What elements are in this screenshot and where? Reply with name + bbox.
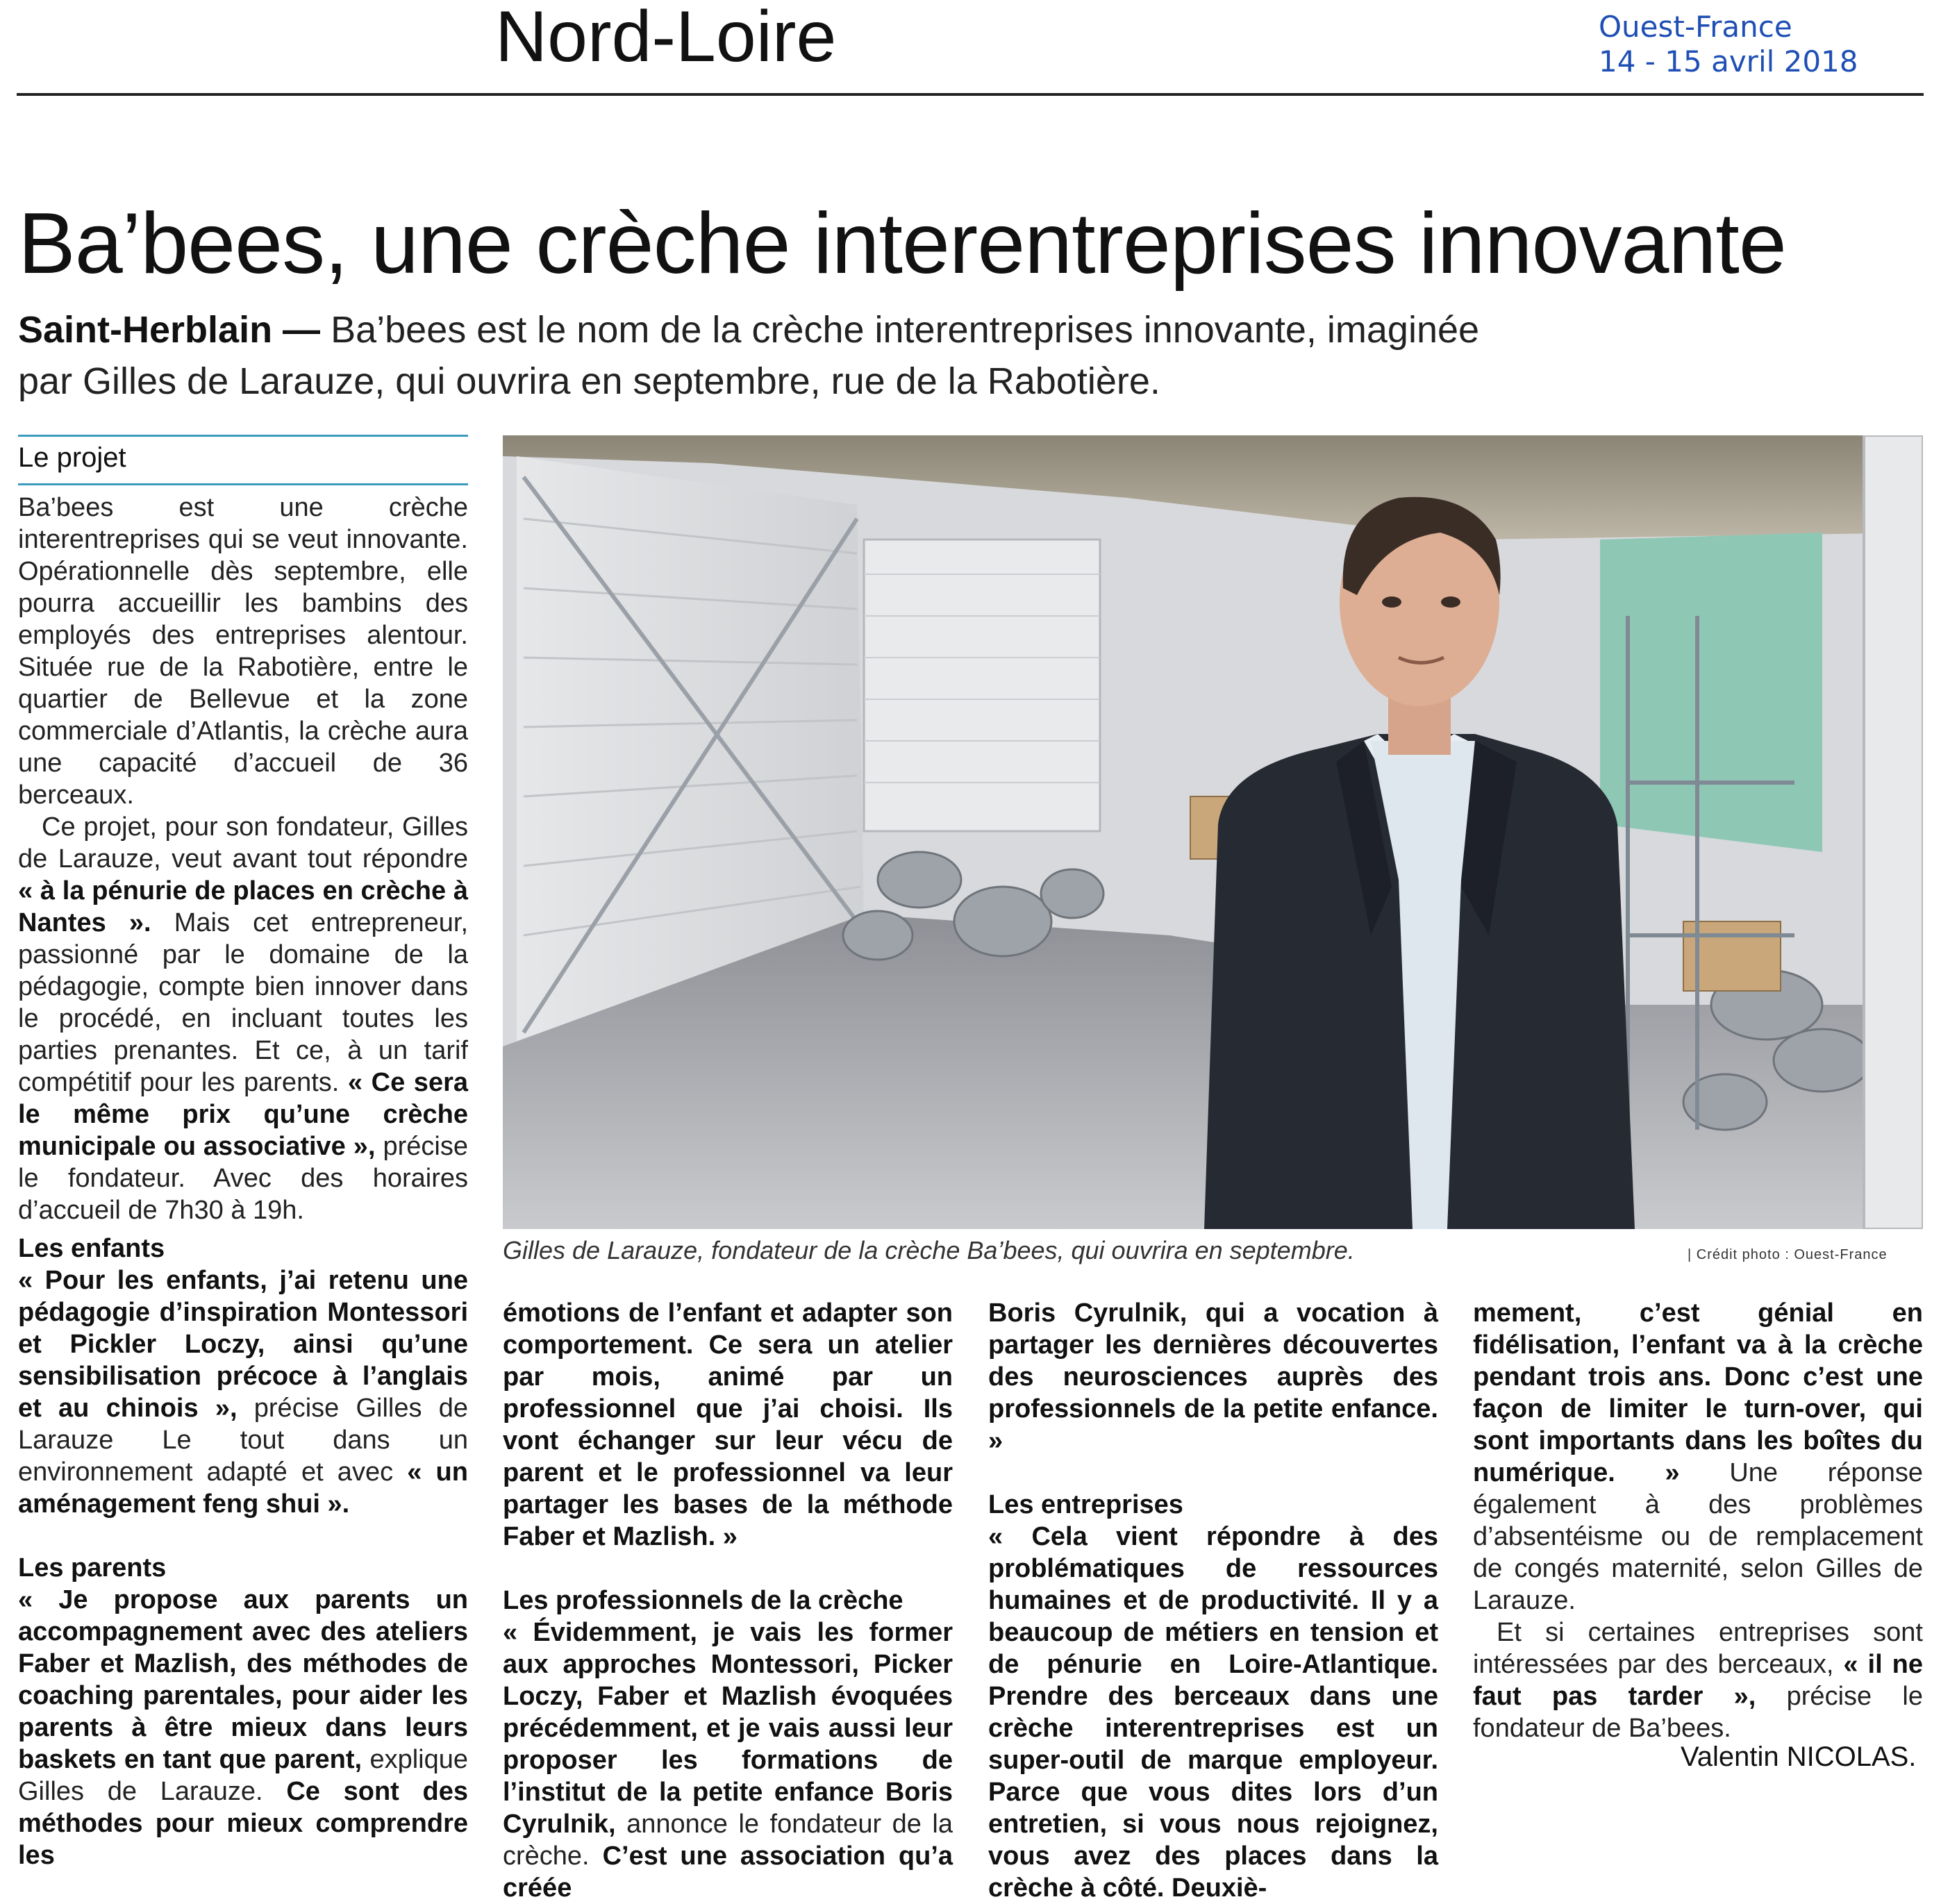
- quote: « Ce sera le même prix qu’une crèche municipale ou associative »,: [18, 1068, 468, 1161]
- text: précise le fondateur. Avec des horaires d’accueil de 7h30 à 19h.: [18, 1132, 468, 1225]
- text: Une réponse également à des problèmes d’absentéisme ou de remplacement de congés maternité, selon Gilles de Larauze.: [1473, 1458, 1924, 1615]
- dateline: Saint-Herblain —: [18, 309, 321, 351]
- quote: « à la pénurie de places en crèche à Nantes ».: [18, 876, 468, 937]
- text: annonce le fondateur de la crèche.: [503, 1810, 953, 1871]
- quote: « Je propose aux parents un accompagnement avec des ateliers Faber et Mazlish, des méthodes de coaching parentales, pour aider les parents à être mieux dans leurs baskets en tant que parent,: [18, 1585, 468, 1774]
- text: précise Gilles de Larauze Le tout dans un environnement adapté et avec: [18, 1394, 468, 1487]
- header-rule: [17, 93, 1924, 96]
- text: Et si certaines entreprises sont intéressées par des berceaux,: [1473, 1618, 1923, 1679]
- subhead-enfants: Les enfants: [18, 1234, 165, 1263]
- box-rule-bottom: [18, 483, 468, 485]
- lede: [18, 304, 1511, 407]
- subhead-parents: Les parents: [18, 1553, 167, 1583]
- paragraph: [1473, 1617, 1923, 1744]
- publication-info: [1599, 10, 1858, 79]
- text: explique Gilles de Larauze.: [18, 1745, 469, 1806]
- column-4: [1473, 1297, 1923, 1744]
- quote: « un aménagement feng shui ».: [18, 1458, 468, 1519]
- column-3: [988, 1297, 1438, 1904]
- column-1-lower: [18, 1233, 468, 1871]
- paragraph: [988, 1521, 1438, 1904]
- quote-continued: émotions de l’enfant et adapter son comportement. Ce sera un atelier par mois, animé par un professionnel que j’ai choisi. Ils vont échanger sur leur vécu de parent et le professionnel va leur partager les bases de la méthode Faber et Mazlish. »: [503, 1298, 953, 1551]
- quote: C’est une association qu’a créée: [503, 1842, 953, 1903]
- paper-name: Ouest-France: [1599, 10, 1792, 44]
- photo-illustration: [503, 435, 1923, 1229]
- quote: « Évidemment, je vais les former aux approches Montessori, Picker Loczy, Faber et Mazlish évoquées précédemment, et je vais aussi leur proposer les formations de l’institut de la petite enfance Boris Cyrulnik,: [503, 1618, 953, 1839]
- quote: Ce sont des méthodes pour mieux comprendre les: [18, 1777, 468, 1870]
- quote: « Pour les enfants, j’ai retenu une pédagogie d’inspiration Montessori et Pickler Loczy, ainsi qu’une sensibilisation précoce à l’anglais et au chinois »,: [18, 1266, 468, 1423]
- box-title: Le projet: [18, 442, 126, 473]
- box-rule-top: [18, 435, 468, 437]
- text: Ce projet, pour son fondateur, Gilles de Larauze, veut avant tout répondre: [18, 812, 468, 874]
- issue-date: 14 - 15 avril 2018: [1599, 44, 1858, 78]
- paragraph: [503, 1297, 953, 1553]
- lede-text: Ba’bees est le nom de la crèche interentreprises innovante, imaginée par Gilles de Larauze, qui ouvrira en septembre, rue de la Rabotière.: [18, 309, 1480, 402]
- headline: Ba’bees, une crèche interentreprises innovante: [18, 196, 1786, 292]
- paragraph: [503, 1617, 953, 1904]
- photo-credit: | Crédit photo : Ouest-France: [1688, 1247, 1888, 1262]
- subhead-entreprises: Les entreprises: [988, 1490, 1183, 1519]
- paragraph: [1473, 1297, 1923, 1617]
- quote: « il ne faut pas tarder »,: [1473, 1650, 1923, 1711]
- quote: « Cela vient répondre à des problématiques de ressources humaines et de productivité. Il y a beaucoup de métiers en tension et de pénurie en Loire-Atlantique. Prendre des berceaux dans une crèche interentreprises est un super-outil de marque employeur. Parce que vous dites lors d’un entretien, si vous nous rejoignez, vous avez des places dans la crèche à côté. Deuxiè-: [988, 1522, 1438, 1903]
- quote-continued: mement, c’est génial en fidélisation, l’enfant va à la crèche pendant trois ans. Donc c’est une façon de limiter le turn-over, qui sont importants dans les boîtes du numérique. »: [1473, 1298, 1923, 1487]
- paragraph: [18, 811, 468, 1226]
- section-title: Nord-Loire: [495, 0, 837, 77]
- paragraph: Ba’bees est une crèche interentreprises qui se veut innovante. Opérationnelle dès septembre, elle pourra accueillir les bambins des employés des entreprises alentour. Située rue de la Rabotière, entre le quartier de Bellevue et la zone commerciale d’Atlantis, la crèche aura une capacité d’accueil de 36 berceaux.: [18, 493, 468, 810]
- text: Mais cet entrepreneur, passionné par le domaine de la pédagogie, compte bien innover dans le procédé, en incluant toutes les parties prenantes. Et ce, à un tarif compétitif pour les parents.: [18, 908, 468, 1097]
- paragraph: [18, 1264, 468, 1520]
- column-2: [503, 1297, 953, 1904]
- paragraph: [18, 1584, 468, 1871]
- column-1-upper: [18, 492, 468, 1226]
- text: précise le fondateur de Ba’bees.: [1473, 1682, 1923, 1743]
- author-signature: Valentin NICOLAS.: [1681, 1742, 1917, 1772]
- paragraph: [988, 1297, 1438, 1457]
- article-photo: [503, 435, 1923, 1229]
- quote-continued: Boris Cyrulnik, qui a vocation à partager les dernières découvertes des neurosciences auprès des professionnels de la petite enfance. »: [988, 1298, 1438, 1455]
- subhead-pros: Les professionnels de la crèche: [503, 1586, 903, 1615]
- photo-caption: Gilles de Larauze, fondateur de la crèche Ba’bees, qui ouvrira en septembre.: [503, 1236, 1355, 1264]
